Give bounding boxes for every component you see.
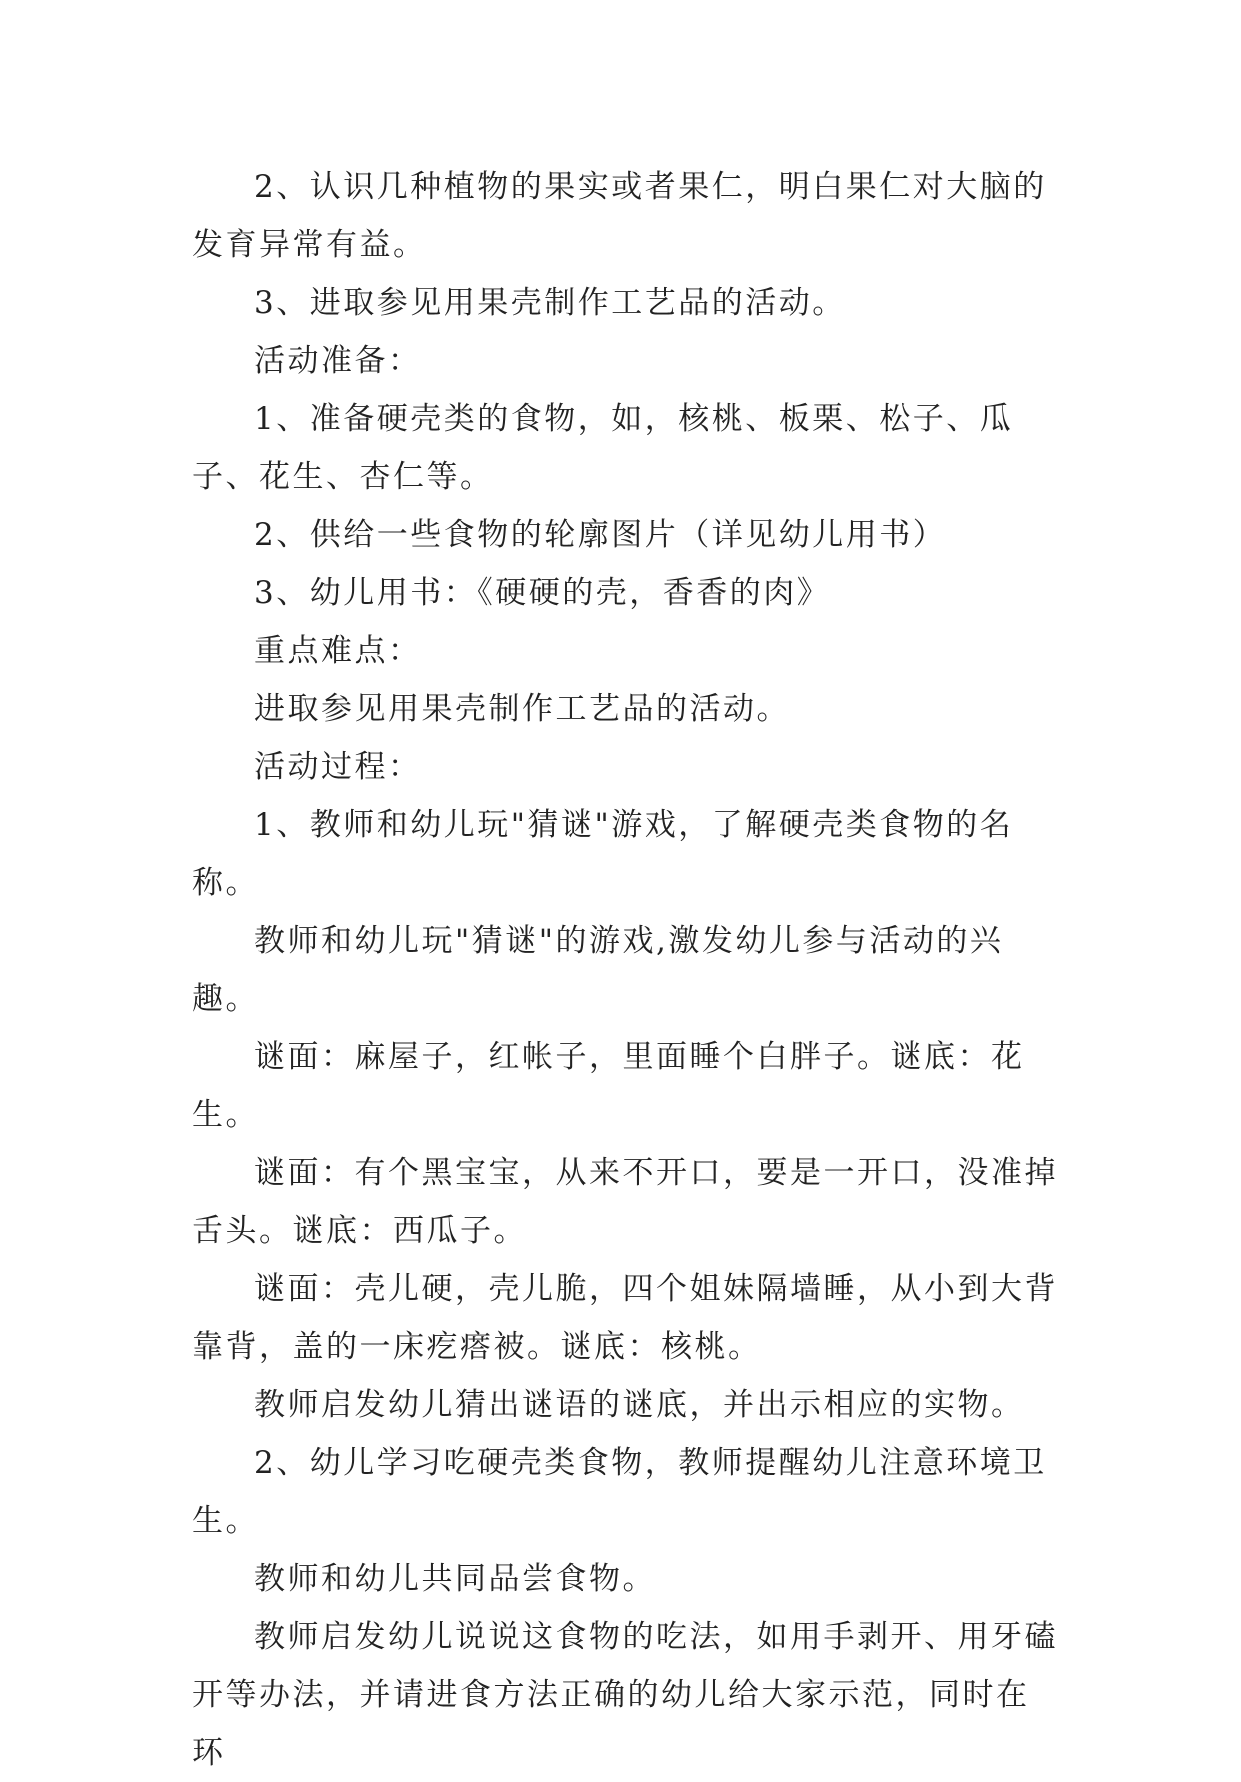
paragraph-3: 1、准备硬壳类的食物，如，核桃、板栗、松子、瓜子、花生、杏仁等。 — [192, 401, 1014, 495]
riddle-2: 谜面：有个黑宝宝，从来不开口，要是一开口，没准掉舌头。谜底：西瓜子。 — [192, 1155, 1058, 1249]
section-heading-preparation: 活动准备： — [254, 343, 422, 379]
document-body — [192, 158, 1058, 1782]
section-heading-key-points: 重点难点： — [254, 633, 422, 669]
riddle-3: 谜面：壳儿硬，壳儿脆，四个姐妹隔墙睡，从小到大背靠背，盖的一床疙瘩被。谜底：核桃。 — [192, 1271, 1058, 1365]
paragraph-7: 1、教师和幼儿玩"猜谜"游戏，了解硬壳类食物的名称。 — [192, 807, 1014, 901]
paragraph-10: 2、幼儿学习吃硬壳类食物，教师提醒幼儿注意环境卫生。 — [192, 1445, 1047, 1539]
paragraph-4: 2、供给一些食物的轮廓图片（详见幼儿用书） — [254, 517, 947, 553]
paragraph-12: 教师启发幼儿说说这食物的吃法，如用手剥开、用牙磕开等办法，并请进食方法正确的幼儿给大家示范，同时在环 — [192, 1619, 1058, 1771]
paragraph-8: 教师和幼儿玩"猜谜"的游戏,激发幼儿参与活动的兴趣。 — [192, 923, 1004, 1017]
paragraph-9: 教师启发幼儿猜出谜语的谜底，并出示相应的实物。 — [254, 1387, 1025, 1423]
paragraph-6: 进取参见用果壳制作工艺品的活动。 — [254, 691, 790, 727]
paragraph-5: 3、幼儿用书：《硬硬的壳，香香的肉》 — [254, 575, 831, 611]
paragraph-2: 3、进取参见用果壳制作工艺品的活动。 — [254, 285, 846, 321]
paragraph-11: 教师和幼儿共同品尝食物。 — [254, 1561, 656, 1597]
riddle-1: 谜面：麻屋子，红帐子，里面睡个白胖子。谜底：花生。 — [192, 1039, 1025, 1133]
paragraph-1: 2、认识几种植物的果实或者果仁，明白果仁对大脑的发育异常有益。 — [192, 169, 1047, 263]
section-heading-process: 活动过程： — [254, 749, 422, 785]
